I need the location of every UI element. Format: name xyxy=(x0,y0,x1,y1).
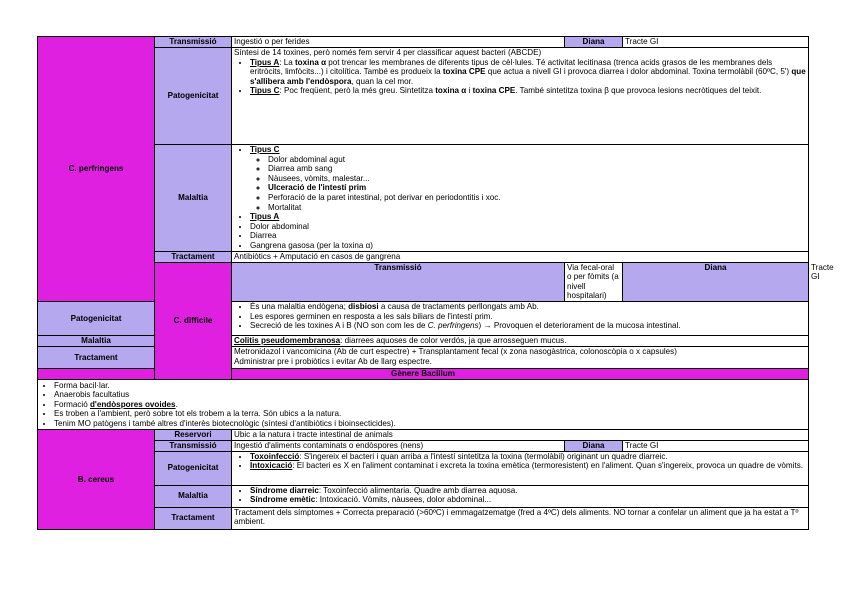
transmissio-value: Ingestió d'aliments contaminats o endòspores (nens) xyxy=(232,441,565,452)
genere-title: Gènere Bacillum xyxy=(38,368,809,379)
diana-label: Diana xyxy=(565,441,623,452)
transmissio-label: Transmissió xyxy=(155,441,232,452)
diana-value: Tracte GI xyxy=(623,441,809,452)
tractament-value: Antibiòtics + Amputació en casos de gangrena xyxy=(232,251,809,262)
mal-a-item: • Diarrea xyxy=(250,231,806,241)
malaltia-label: Malaltia xyxy=(155,485,232,507)
malaltia-label: Malaltia xyxy=(155,145,232,252)
transmissio-value: Ingestió o per ferides xyxy=(232,37,565,48)
genere-item: • Es troben a l'ambient, però sobre tot els trobem a la terra. Són ubics a la natura. xyxy=(54,409,806,419)
transmissio-label: Transmissió xyxy=(155,37,232,48)
pathogen-table: C. perfringens Transmissió Ingestió o per ferides Diana Tracte GI Patogenicitat Síntesi de 14 toxines, però només fem servir 4 per classificar aquest bacteri (ABCDE) • Tipus A: La toxina α pot trencar les membranes de diferents tipus de cèl·lules. Té activitat lecitinasa (trenca acids grasos de les membranes dels eritròcits, limfòcits...) i citolítica. També es produeix la toxina CPE que actua a nivell GI i provoca diarrea i dolor abdominal. Toxina termolàbil (60ºC, 5') que s'allibera amb l'endòspora, quan la cel mor. • Tipus C: Poc freqüent, però la més greu. Sintetitza toxina α i toxina CPE. També sintetitza toxina β que provoca lesions necròtiques del teixit. Malaltia • Tipus C ◦ Dolor abdominal agut ◦ Diarrea amb sang ◦ Nàusees, vòmits, malestar... ◦ Ulceració de l'intestí prim ◦ Perforació de la paret intestinal, pot derivar en periodontitis i xoc. ◦ Mortalitat • Tipus A • Dolor abdominal • Diarrea • Gangrena gasosa (per la toxina α) Tractament Antibiòtics + Amputació en casos de gangrena C. difficile Transmissió Via fecal-oral o per fòmits (a nivell hospitalari) Diana Tracte GI Patogenicitat • És una malaltia endògena; disbiosi a causa de tractaments perllongats amb Ab. • Les espores germinen en resposta a les sals biliars de l'intestí prim. • Secreció de les toxines A i B (NO son com les de C. perfringens) → Provoquen el deteriorament de la mucosa intestinal. Malaltia Colitis pseudomembranosa: diarrees aquoses de color verdós, ja que arrosseguen mucus. Tractament Metronidazol i vancomicina (Ab de curt espectre) + Transplantament fecal (x zona nasogàstrica, colonoscòpia o x capsules) Administrar pre i probiòtics i evitar Ab de llarg espectre. Gènere Bacillum • Forma bacil·lar. • Anaerobis facultatius • Formació d'endòspores ovoides. • Es troben a l'ambient, però sobre tot els trobem a la terra. Són ubics a la natura. • Tenim MO patògens i també altres d'interès biotecnològic (síntesi d'antibiòtics i bioinsecticides). B. cereus Reservori Ubic a la natura i tracte intestinal de animals Transmissió Ingestió d'aliments contaminats o endòspores (nens) Diana Tracte GI Patogenicitat • Toxoinfecció: S'ingereix el bacteri i quan arriba a l'intestí sintetitza la toxina (termolàbil) originant un quadre diarreic. • Intoxicació: El bacteri es X en l'aliment contaminat i excreta la toxina emètica (termoresistent) en l'aliment. Quan s'ingereix, provoca un quadre de vòmits. Malaltia • Síndrome diarreic: Toxoinfecció alimentaria. Quadre amb diarrea aquosa. • Síndrome emètic: Intoxicació. Vòmits, nàusees, dolor abdominal... Tractament Tractament dels símptomes + Correcta preparació (>60ºC) i emmagatzematge (fred a 4ºC) dels aliments. NO tornar a confelar un aliment que ja ha estat a Tº ambient. xyxy=(37,36,809,530)
genere-item: • Tenim MO patògens i també altres d'interès biotecnològic (síntesi d'antibiòtics i bioinsecticides). xyxy=(54,419,806,429)
patogenicitat-content xyxy=(232,451,809,485)
genere-content xyxy=(38,379,809,430)
pat-intro: Síntesi de 14 toxines, però només fem servir 4 per classificar aquest bacteri (ABCDE) xyxy=(234,48,542,57)
pat-item: • Intoxicació: El bacteri es X en l'aliment contaminat i excreta la toxina emètica (termoresistent) en l'aliment. Quan s'ingereix, provoca un quadre de vòmits. xyxy=(250,461,806,471)
genere-item: • Anaerobis facultatius xyxy=(54,390,806,400)
genere-item: • Forma bacil·lar. xyxy=(54,381,806,391)
transmissio-label: Transmissió xyxy=(232,262,565,301)
tractament-value: Metronidazol i vancomicina (Ab de curt espectre) + Transplantament fecal (x zona nasogàstrica, colonoscòpia o x capsules) Administrar pre i probiòtics i evitar Ab de llarg espectre. xyxy=(232,346,809,368)
patogenicitat-label: Patogenicitat xyxy=(38,301,155,335)
tractament-label: Tractament xyxy=(155,251,232,262)
pat-tipus-a: • Tipus A: La toxina α pot trencar les membranes de diferents tipus de cèl·lules. Té activitat lecitinasa (trenca acids grasos de les membranes dels eritròcits, limfòcits...) i citolítica. També es produeix la toxina CPE que actua a nivell GI i provoca diarrea i dolor abdominal. Toxina termolàbil (60ºC, 5') que s'allibera amb l'endòspora, quan la cel mor. xyxy=(250,58,806,87)
reservori-label: Reservori xyxy=(155,430,232,441)
malaltia-label: Malaltia xyxy=(38,335,155,346)
diana-label: Diana xyxy=(565,37,623,48)
mal-c-item: ◦ Ulceració de l'intestí prim xyxy=(268,183,806,193)
pat-item: • Les espores germinen en resposta a les sals biliars de l'intestí prim. xyxy=(250,312,806,322)
pat-item: • Toxoinfecció: S'ingereix el bacteri i quan arriba a l'intestí sintetitza la toxina (termolàbil) originant un quadre diarreic. xyxy=(250,452,806,462)
mal-c-item: ◦ Nàusees, vòmits, malestar... xyxy=(268,174,806,184)
tractament-label: Tractament xyxy=(38,346,155,368)
mal-item: • Síndrome diarreic: Toxoinfecció alimentaria. Quadre amb diarrea aquosa. xyxy=(250,486,806,496)
pat-item: • És una malaltia endògena; disbiosi a causa de tractaments perllongats amb Ab. xyxy=(250,302,806,312)
patogenicitat-label: Patogenicitat xyxy=(155,451,232,485)
mal-c-item: ◦ Dolor abdominal agut xyxy=(268,155,806,165)
mal-c-item: ◦ Mortalitat xyxy=(268,203,806,213)
mal-c-item: ◦ Perforació de la paret intestinal, pot derivar en periodontitis i xoc. xyxy=(268,193,806,203)
pat-item: • Secreció de les toxines A i B (NO son com les de C. perfringens) → Provoquen el deteriorament de la mucosa intestinal. xyxy=(250,321,806,331)
patogenicitat-content xyxy=(232,48,809,145)
transmissio-value: Via fecal-oral o per fòmits (a nivell hospitalari) xyxy=(565,262,623,301)
tractament-value: Tractament dels símptomes + Correcta preparació (>60ºC) i emmagatzematge (fred a 4ºC) dels aliments. NO tornar a confelar un aliment que ja ha estat a Tº ambient. xyxy=(232,507,809,529)
mal-a-item: • Gangrena gasosa (per la toxina α) xyxy=(250,241,806,251)
pat-tipus-c: • Tipus C: Poc freqüent, però la més greu. Sintetitza toxina α i toxina CPE. També sintetitza toxina β que provoca lesions necròtiques del teixit. xyxy=(250,86,806,96)
mal-item: • Síndrome emètic: Intoxicació. Vòmits, nàusees, dolor abdominal... xyxy=(250,495,806,505)
mal-tipus-a: Tipus A xyxy=(250,212,280,222)
organism-cereus: B. cereus xyxy=(38,430,155,529)
mal-c-item: ◦ Diarrea amb sang xyxy=(268,164,806,174)
patogenicitat-label: Patogenicitat xyxy=(155,48,232,145)
organism-perfringens: C. perfringens xyxy=(38,37,155,302)
tractament-label: Tractament xyxy=(155,507,232,529)
malaltia-content xyxy=(232,485,809,507)
patogenicitat-content xyxy=(232,301,809,335)
mal-a-item: • Dolor abdominal xyxy=(250,222,806,232)
malaltia-content xyxy=(232,145,809,252)
diana-value: Tracte GI xyxy=(623,37,809,48)
genere-item: • Formació d'endòspores ovoides. xyxy=(54,400,806,410)
organism-difficile: C. difficile xyxy=(155,262,232,379)
reservori-value: Ubic a la natura i tracte intestinal de animals xyxy=(232,430,809,441)
malaltia-content: Colitis pseudomembranosa: diarrees aquoses de color verdós, ja que arrosseguen mucus. xyxy=(232,335,809,346)
diana-label: Diana xyxy=(623,262,809,301)
mal-tipus-c: Tipus C xyxy=(250,145,280,154)
